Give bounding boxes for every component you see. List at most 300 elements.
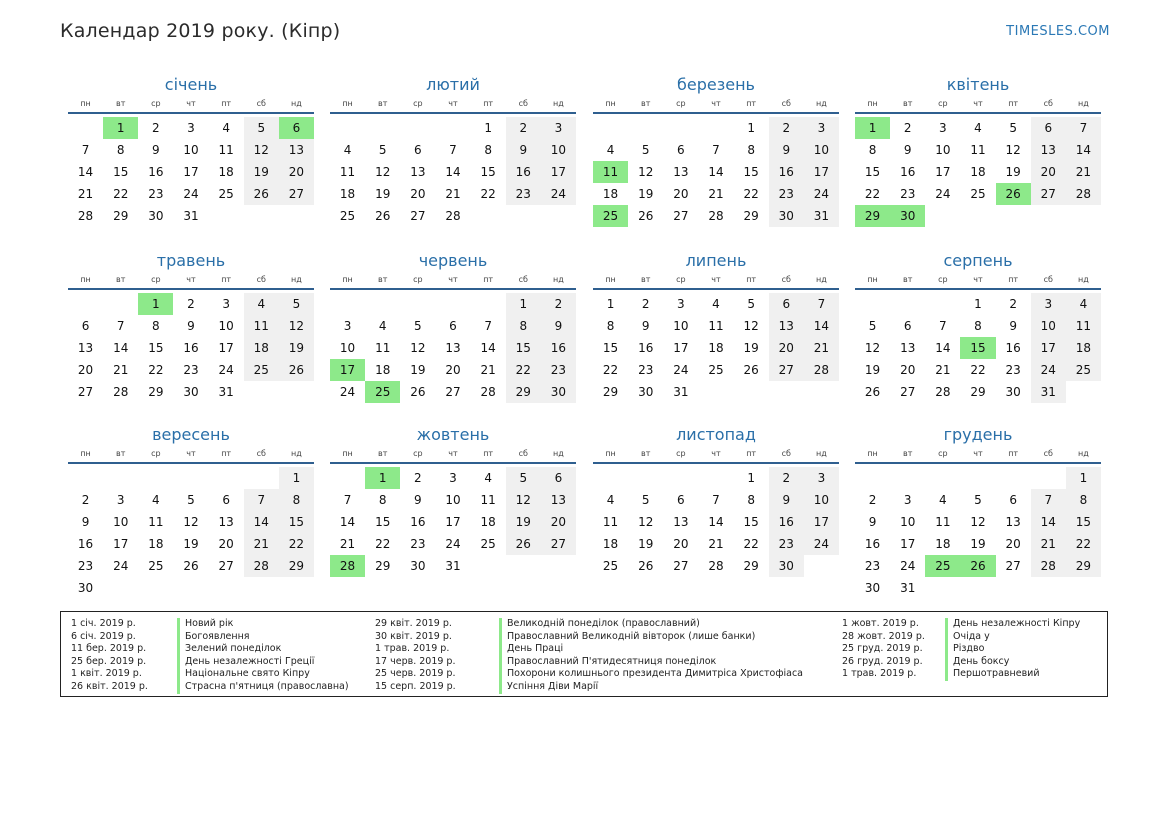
holiday-day-cell: 29 [855, 205, 890, 227]
legend-date: 25 бер. 2019 р. [71, 655, 147, 667]
weekday-label: нд [816, 99, 827, 108]
weekday-label: вт [903, 275, 913, 284]
weekday-label: вт [116, 449, 126, 458]
day-cell: 9 [81, 515, 90, 529]
day-cell: 24 [445, 537, 461, 551]
month-name: березень [677, 75, 755, 94]
day-cell: 21 [1031, 533, 1066, 555]
weekday-label: пн [80, 275, 91, 284]
day-cell: 21 [804, 337, 839, 359]
day-cell: 9 [769, 139, 804, 161]
day-cell: 25 [148, 559, 164, 573]
day-cell: 26 [506, 533, 541, 555]
day-grid [68, 293, 314, 403]
day-cell: 21 [445, 187, 461, 201]
day-cell: 3 [804, 117, 839, 139]
day-cell: 15 [375, 515, 391, 529]
day-cell: 20 [445, 363, 461, 377]
day-cell: 19 [743, 341, 759, 355]
day-cell: 3 [1031, 293, 1066, 315]
day-cell: 9 [641, 319, 650, 333]
weekday-label: пн [605, 99, 616, 108]
empty-cell [1031, 467, 1066, 489]
day-cell: 25 [244, 359, 279, 381]
weekday-label: вт [116, 275, 126, 284]
holiday-day-cell: 30 [890, 205, 925, 227]
day-cell: 23 [77, 559, 94, 573]
day-cell: 16 [410, 515, 426, 529]
legend-date: 1 трав. 2019 р. [375, 643, 450, 655]
weekday-label: ср [413, 99, 423, 108]
day-cell: 20 [769, 337, 804, 359]
day-cell: 31 [1031, 381, 1066, 403]
day-cell: 16 [769, 161, 804, 183]
empty-cell [400, 117, 435, 139]
empty-cell [68, 467, 103, 489]
weekday-label: нд [1078, 99, 1089, 108]
day-cell: 18 [602, 537, 619, 551]
day-cell: 15 [1066, 511, 1101, 533]
day-cell: 19 [638, 187, 654, 201]
day-grid [855, 117, 1101, 227]
legend-date: 30 квіт. 2019 р. [375, 630, 452, 642]
weekday-label: сб [256, 99, 266, 108]
day-cell: 23 [1005, 363, 1021, 377]
legend-date: 6 січ. 2019 р. [71, 630, 136, 642]
day-cell: 4 [484, 471, 492, 485]
day-cell: 16 [506, 161, 541, 183]
day-cell: 25 [218, 187, 234, 201]
day-cell: 20 [218, 537, 234, 551]
weekday-label: нд [291, 275, 302, 284]
weekday-label: вт [641, 99, 651, 108]
day-cell: 15 [602, 341, 619, 355]
day-cell: 29 [743, 209, 759, 223]
day-cell: 26 [375, 209, 391, 223]
day-cell: 15 [743, 515, 759, 529]
day-cell: 12 [1005, 143, 1021, 157]
day-cell: 11 [339, 165, 356, 179]
day-cell: 13 [1005, 515, 1021, 529]
weekday-label: чт [711, 99, 721, 108]
empty-cell [435, 293, 470, 315]
empty-cell [960, 467, 995, 489]
day-cell: 21 [113, 363, 129, 377]
month-2 [330, 74, 576, 227]
day-cell: 4 [152, 493, 160, 507]
day-cell: 30 [148, 209, 164, 223]
legend-holiday-name: Різдво [953, 643, 985, 655]
day-cell: 22 [970, 363, 986, 377]
weekday-label: пн [605, 449, 616, 458]
day-cell: 6 [677, 493, 685, 507]
day-cell: 4 [712, 297, 720, 311]
day-cell: 30 [410, 559, 426, 573]
day-cell: 6 [449, 319, 457, 333]
day-cell: 3 [541, 117, 576, 139]
day-cell: 5 [414, 319, 422, 333]
day-cell: 30 [77, 581, 94, 595]
empty-cell [628, 467, 663, 489]
day-cell: 10 [183, 143, 199, 157]
day-cell: 27 [410, 209, 426, 223]
day-cell: 22 [113, 187, 129, 201]
day-cell: 4 [606, 493, 615, 507]
legend-holiday-name: Богоявлення [185, 630, 250, 642]
day-cell: 7 [449, 143, 457, 157]
holiday-day-cell: 25 [925, 555, 960, 577]
weekday-label: ср [151, 275, 161, 284]
day-cell: 10 [218, 319, 234, 333]
legend-holiday-name: Першотравневий [953, 668, 1040, 680]
day-cell: 10 [935, 143, 951, 157]
day-cell: 8 [974, 319, 982, 333]
legend-date: 1 трав. 2019 р. [842, 668, 917, 680]
day-cell: 8 [506, 315, 541, 337]
day-cell: 19 [183, 537, 199, 551]
legend-names-col-1 [177, 618, 349, 694]
day-cell: 15 [480, 165, 496, 179]
day-grid [855, 467, 1101, 599]
day-cell: 10 [1031, 315, 1066, 337]
day-cell: 2 [769, 467, 804, 489]
day-cell: 13 [279, 139, 314, 161]
weekday-label: пн [867, 449, 878, 458]
month-name: листопад [676, 425, 756, 444]
month-name: січень [164, 75, 218, 94]
weekday-label: ср [938, 275, 948, 284]
day-cell: 20 [77, 363, 94, 377]
weekday-label: нд [553, 275, 564, 284]
day-cell: 18 [218, 165, 234, 179]
day-cell: 10 [900, 515, 916, 529]
day-cell: 31 [804, 205, 839, 227]
weekday-label: пн [342, 449, 353, 458]
day-cell: 27 [900, 385, 916, 399]
day-cell: 18 [1066, 337, 1101, 359]
legend-holiday-name: Національне свято Кіпру [185, 668, 310, 680]
day-cell: 29 [113, 209, 129, 223]
day-cell: 11 [218, 143, 234, 157]
day-cell: 12 [183, 515, 199, 529]
day-cell: 12 [970, 515, 986, 529]
day-cell: 28 [708, 559, 724, 573]
month-name: липень [685, 251, 747, 270]
day-cell: 22 [506, 359, 541, 381]
day-cell: 14 [113, 341, 129, 355]
day-cell: 23 [638, 363, 654, 377]
legend-date: 26 груд. 2019 р. [842, 655, 923, 667]
day-cell: 29 [279, 555, 314, 577]
day-cell: 5 [244, 117, 279, 139]
day-cell: 5 [279, 293, 314, 315]
weekday-header [593, 448, 839, 464]
day-cell: 17 [804, 161, 839, 183]
month-12 [855, 424, 1101, 599]
day-cell: 7 [81, 143, 90, 157]
day-cell: 12 [375, 165, 391, 179]
weekday-header [593, 274, 839, 290]
day-cell: 29 [743, 559, 759, 573]
day-cell: 6 [81, 319, 90, 333]
day-cell: 24 [541, 183, 576, 205]
legend-holiday-name: Похорони колишнього президента Димитріса Христофіаса [507, 668, 803, 680]
day-cell: 21 [77, 187, 94, 201]
day-grid [593, 467, 839, 577]
day-cell: 29 [148, 385, 164, 399]
day-cell: 1 [506, 293, 541, 315]
day-cell: 19 [410, 363, 426, 377]
day-cell: 8 [747, 493, 755, 507]
day-cell: 10 [541, 139, 576, 161]
weekday-label: вт [116, 99, 126, 108]
weekday-label: нд [1078, 449, 1089, 458]
day-cell: 27 [279, 183, 314, 205]
day-cell: 7 [1066, 117, 1101, 139]
day-cell: 13 [541, 489, 576, 511]
holiday-day-cell: 25 [365, 381, 400, 403]
day-cell: 27 [673, 209, 689, 223]
day-cell: 19 [864, 363, 881, 377]
day-cell: 24 [900, 559, 916, 573]
day-cell: 27 [541, 533, 576, 555]
day-cell: 23 [148, 187, 164, 201]
day-cell: 6 [414, 143, 422, 157]
day-cell: 17 [218, 341, 234, 355]
day-cell: 21 [244, 533, 279, 555]
day-cell: 28 [445, 209, 461, 223]
weekday-label: нд [553, 99, 564, 108]
day-cell: 3 [116, 493, 125, 507]
weekday-label: чт [711, 275, 721, 284]
day-cell: 3 [804, 467, 839, 489]
day-cell: 2 [1009, 297, 1017, 311]
day-cell: 24 [804, 183, 839, 205]
day-cell: 18 [148, 537, 164, 551]
day-cell: 2 [868, 493, 877, 507]
weekday-label: пт [746, 275, 757, 284]
weekday-header [330, 448, 576, 464]
legend-date: 29 квіт. 2019 р. [375, 618, 452, 629]
day-cell: 7 [712, 493, 720, 507]
day-cell: 8 [606, 319, 615, 333]
day-cell: 28 [77, 209, 94, 223]
day-cell: 1 [974, 297, 982, 311]
day-cell: 1 [747, 121, 755, 135]
empty-cell [628, 117, 663, 139]
day-cell: 12 [506, 489, 541, 511]
empty-cell [138, 467, 173, 489]
day-cell: 22 [375, 537, 391, 551]
day-cell: 17 [900, 537, 916, 551]
month-name: серпень [943, 251, 1013, 270]
day-cell: 14 [935, 341, 951, 355]
month-5 [68, 250, 314, 403]
day-cell: 11 [602, 515, 619, 529]
weekday-label: вт [378, 449, 388, 458]
day-cell: 10 [673, 319, 689, 333]
day-cell: 30 [1005, 385, 1021, 399]
day-cell: 9 [152, 143, 160, 157]
day-cell: 25 [708, 363, 724, 377]
day-cell: 2 [81, 493, 90, 507]
weekday-label: пн [80, 99, 91, 108]
weekday-label: сб [256, 449, 266, 458]
day-cell: 3 [449, 471, 457, 485]
day-cell: 29 [970, 385, 986, 399]
legend-dates-col-2 [375, 618, 456, 694]
empty-cell [330, 293, 365, 315]
day-cell: 27 [673, 559, 689, 573]
weekday-label: пт [483, 449, 494, 458]
day-cell: 25 [339, 209, 356, 223]
day-cell: 30 [183, 385, 199, 399]
weekday-header [855, 98, 1101, 114]
day-cell: 19 [244, 161, 279, 183]
day-cell: 5 [641, 493, 650, 507]
day-cell: 28 [708, 209, 724, 223]
day-cell: 6 [222, 493, 230, 507]
day-cell: 13 [77, 341, 94, 355]
day-cell: 1 [1066, 467, 1101, 489]
weekday-label: пт [221, 449, 232, 458]
day-cell: 28 [113, 385, 129, 399]
day-cell: 13 [445, 341, 461, 355]
day-cell: 18 [375, 363, 391, 377]
day-cell: 27 [77, 385, 94, 399]
brand-link[interactable]: TIMESLES.COM [1006, 24, 1110, 39]
empty-cell [890, 293, 925, 315]
legend-names-col-2 [499, 618, 803, 694]
month-name: квітень [946, 75, 1010, 94]
day-cell: 18 [708, 341, 724, 355]
day-cell: 24 [935, 187, 951, 201]
day-grid [68, 117, 314, 227]
day-cell: 11 [1066, 315, 1101, 337]
month-name: травень [156, 251, 226, 270]
day-cell: 19 [506, 511, 541, 533]
weekday-label: сб [781, 275, 791, 284]
day-cell: 30 [638, 385, 654, 399]
day-cell: 2 [541, 293, 576, 315]
day-cell: 4 [222, 121, 230, 135]
legend-holiday-name: Новий рік [185, 618, 234, 629]
empty-cell [996, 467, 1031, 489]
day-cell: 26 [244, 183, 279, 205]
day-cell: 17 [935, 165, 951, 179]
day-cell: 14 [244, 511, 279, 533]
day-cell: 5 [1009, 121, 1017, 135]
day-cell: 30 [769, 555, 804, 577]
day-cell: 1 [606, 297, 615, 311]
weekday-label: вт [378, 275, 388, 284]
weekday-label: ср [938, 449, 948, 458]
day-cell: 20 [279, 161, 314, 183]
day-cell: 4 [974, 121, 982, 135]
day-cell: 21 [708, 187, 724, 201]
empty-cell [663, 467, 698, 489]
empty-cell [365, 293, 400, 315]
day-cell: 14 [445, 165, 461, 179]
weekday-header [68, 274, 314, 290]
day-cell: 7 [484, 319, 492, 333]
day-cell: 16 [148, 165, 164, 179]
month-name: жовтень [416, 425, 490, 444]
day-cell: 16 [769, 511, 804, 533]
weekday-label: сб [518, 449, 528, 458]
day-cell: 21 [480, 363, 496, 377]
legend-dates-col-1 [71, 618, 148, 694]
day-cell: 20 [1031, 161, 1066, 183]
day-cell: 9 [1009, 319, 1017, 333]
day-cell: 14 [1066, 139, 1101, 161]
day-cell: 5 [974, 493, 982, 507]
day-cell: 14 [804, 315, 839, 337]
day-cell: 14 [1031, 511, 1066, 533]
legend-holiday-name: День Праці [507, 643, 564, 655]
day-cell: 22 [743, 187, 759, 201]
empty-cell [244, 467, 279, 489]
day-cell: 11 [375, 341, 391, 355]
day-cell: 11 [480, 493, 496, 507]
weekday-label: пт [221, 99, 232, 108]
day-cell: 11 [970, 143, 986, 157]
day-cell: 19 [279, 337, 314, 359]
day-cell: 2 [769, 117, 804, 139]
day-cell: 9 [187, 319, 195, 333]
month-name: грудень [943, 425, 1013, 444]
day-cell: 15 [864, 165, 881, 179]
day-cell: 9 [506, 139, 541, 161]
weekday-label: вт [641, 275, 651, 284]
weekday-label: ср [413, 449, 423, 458]
day-cell: 28 [935, 385, 951, 399]
day-cell: 6 [1031, 117, 1066, 139]
weekday-header [330, 274, 576, 290]
day-cell: 13 [218, 515, 234, 529]
day-cell: 7 [939, 319, 947, 333]
day-cell: 6 [903, 319, 912, 333]
empty-cell [68, 117, 103, 139]
empty-cell [593, 117, 628, 139]
empty-cell [103, 467, 138, 489]
day-cell: 7 [804, 293, 839, 315]
day-cell: 8 [484, 143, 492, 157]
month-9 [68, 424, 314, 599]
empty-cell [855, 467, 890, 489]
day-cell: 19 [1005, 165, 1021, 179]
day-cell: 30 [769, 205, 804, 227]
day-cell: 8 [747, 143, 755, 157]
weekday-label: сб [1043, 99, 1053, 108]
legend-holiday-name: Очіда у [953, 630, 990, 642]
day-cell: 6 [769, 293, 804, 315]
weekday-label: сб [518, 99, 528, 108]
legend-holiday-name: Великодній понеділок (православний) [507, 618, 700, 629]
day-cell: 23 [769, 183, 804, 205]
day-cell: 19 [375, 187, 391, 201]
day-cell: 22 [480, 187, 496, 201]
day-cell: 13 [673, 515, 689, 529]
day-cell: 15 [506, 337, 541, 359]
day-cell: 21 [1066, 161, 1101, 183]
day-cell: 3 [222, 297, 230, 311]
day-cell: 25 [1066, 359, 1101, 381]
day-cell: 21 [339, 537, 356, 551]
empty-cell [400, 293, 435, 315]
day-cell: 13 [673, 165, 689, 179]
day-cell: 7 [116, 319, 125, 333]
